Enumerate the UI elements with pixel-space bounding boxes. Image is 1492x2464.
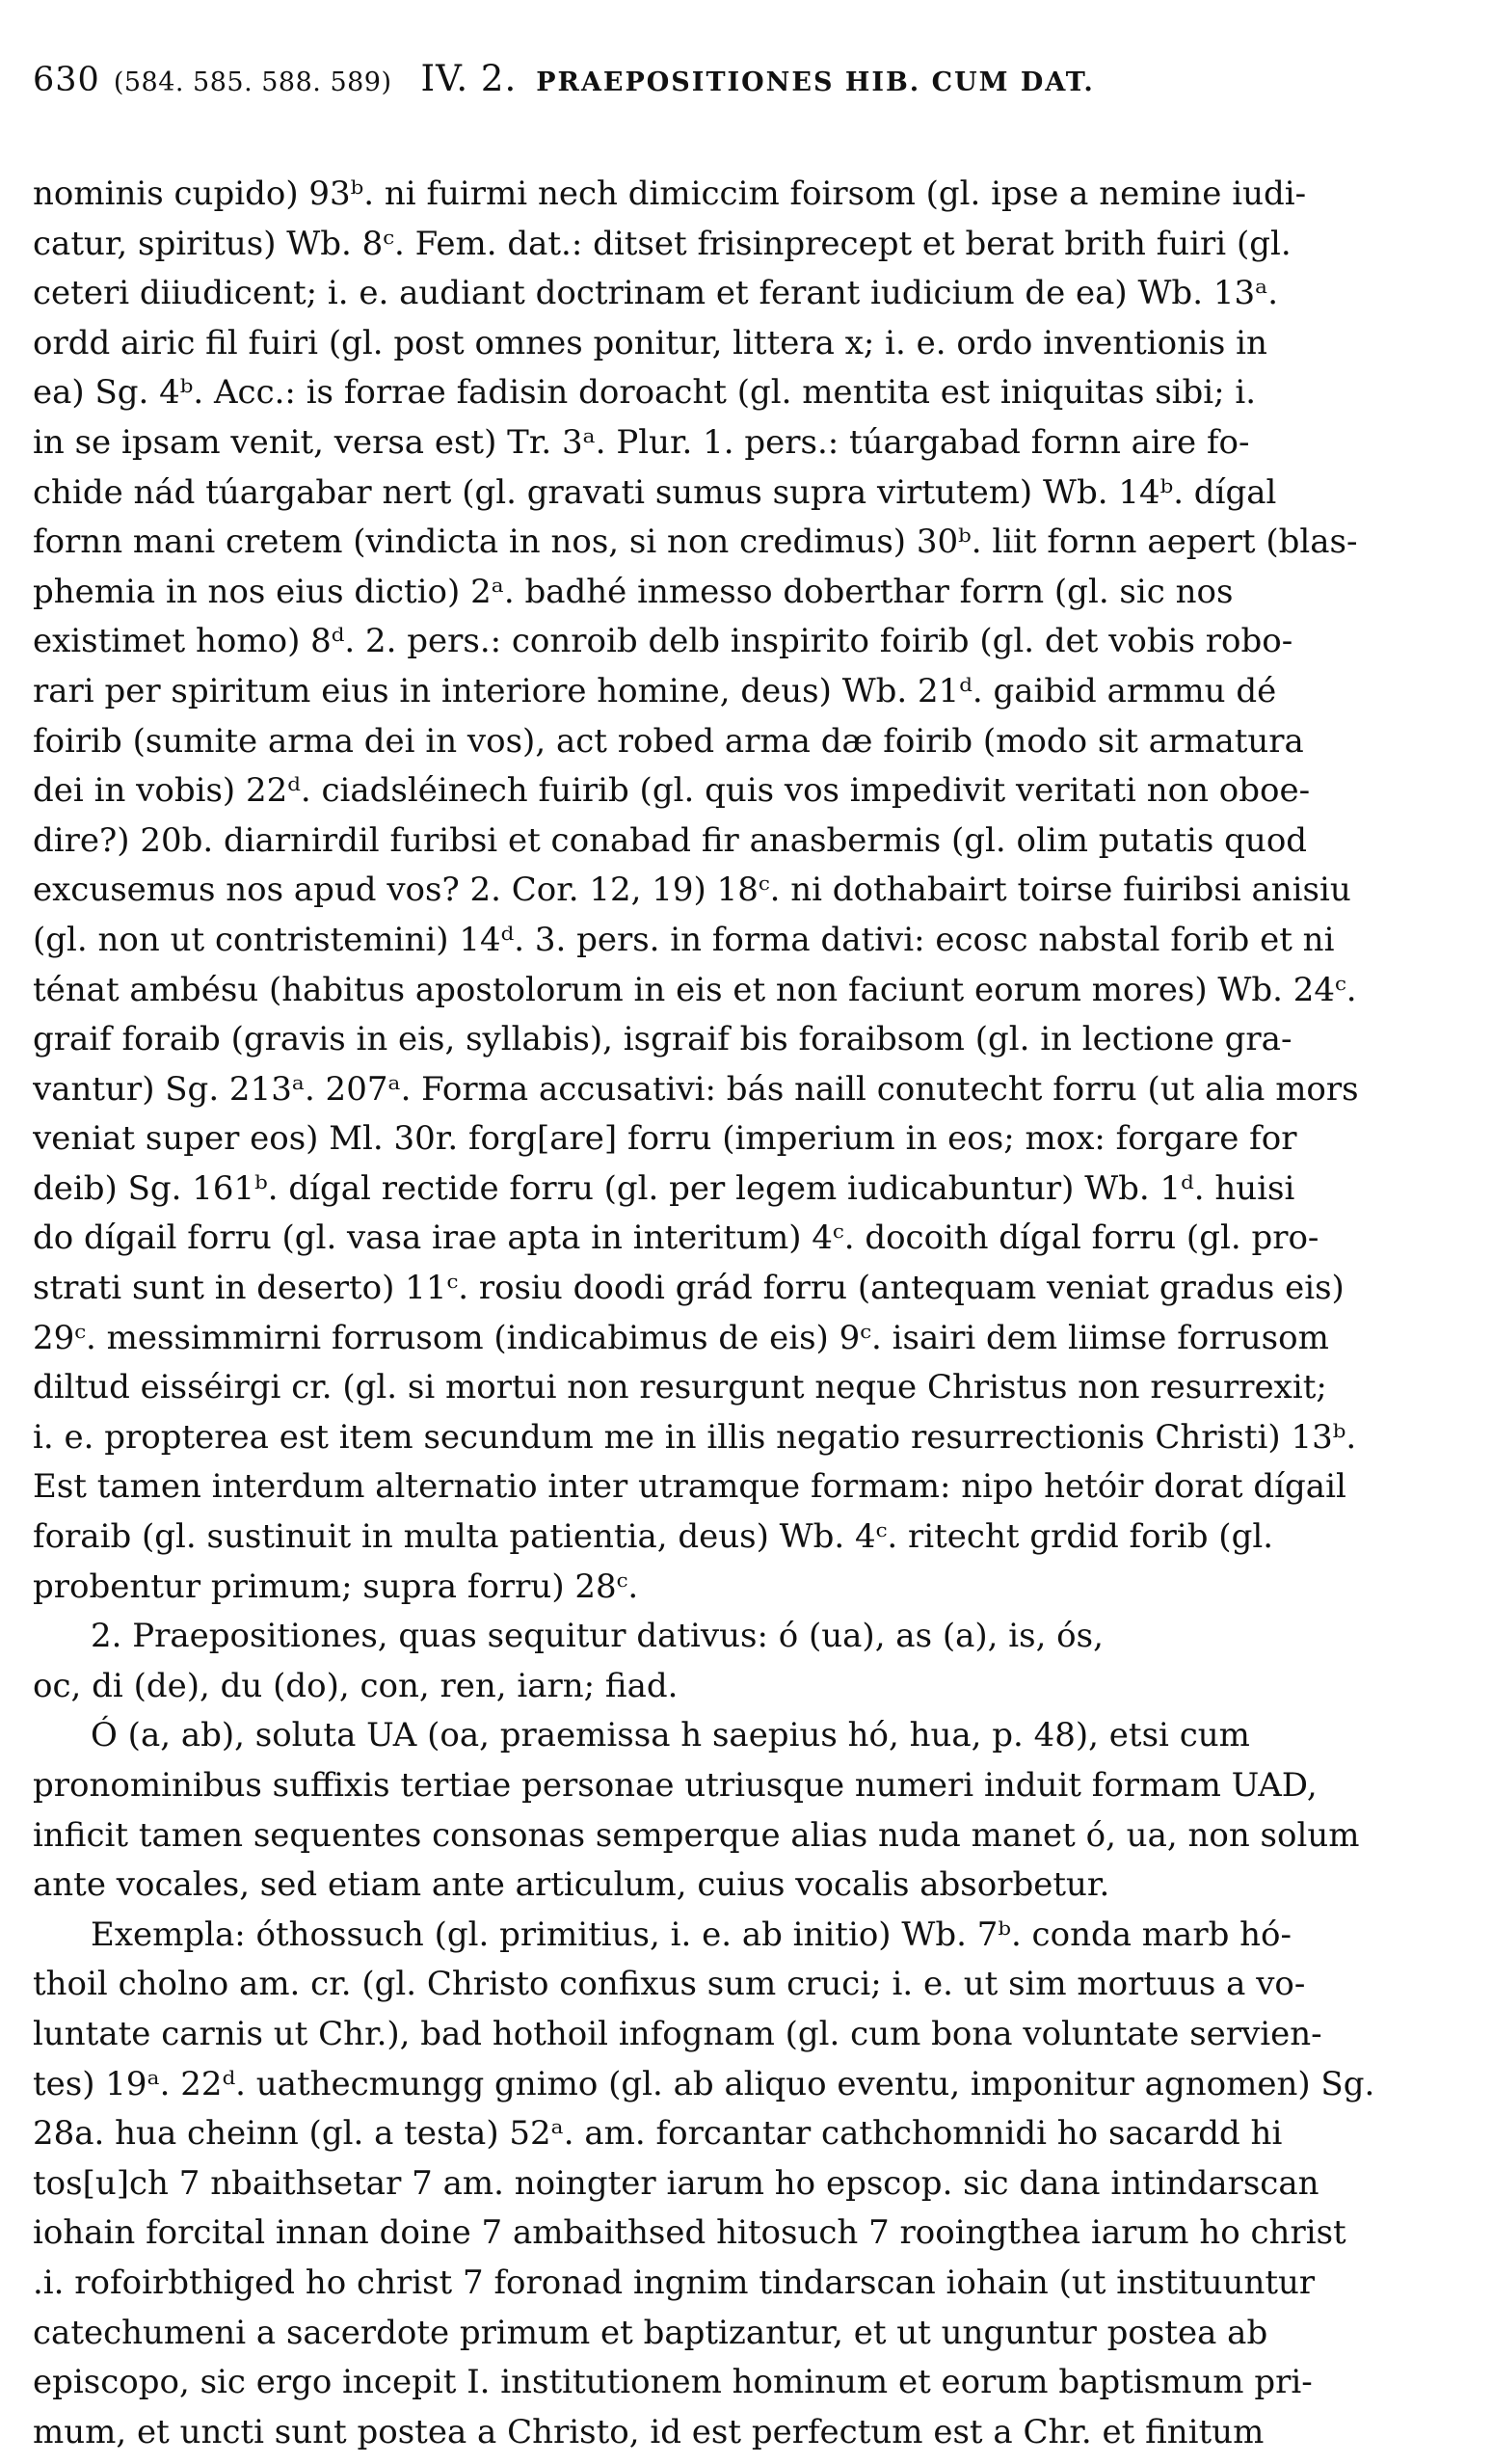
- text-line: chide nád túargabar nert (gl. gravati sumus supra virtutem) Wb. 14ᵇ. dígal: [33, 472, 1277, 512]
- text-line: ordd airic fil fuiri (gl. post omnes ponitur, littera x; i. e. ordo inventionis in: [33, 323, 1267, 362]
- page-number: 630: [33, 61, 100, 99]
- text-line: foraib (gl. sustinuit in multa patientia, deus) Wb. 4ᶜ. ritecht grdid forib (gl.: [33, 1517, 1274, 1557]
- text-line: probentur primum; supra forru) 28ᶜ.: [33, 1567, 639, 1606]
- text-line: catechumeni a sacerdote primum et baptizantur, et ut unguntur postea ab: [33, 2313, 1268, 2352]
- text-line: 28a. hua cheinn (gl. a testa) 52ᵃ. am. forcantar cathchomnidi ho sacardd hi: [33, 2114, 1283, 2154]
- text-line: .i. rofoirbthiged ho christ 7 foronad ingnim tindarscan iohain (ut instituuntur: [33, 2263, 1316, 2302]
- text-line: catur, spiritus) Wb. 8ᶜ. Fem. dat.: ditset frisinprecept et berat brith fuiri (gl.: [33, 224, 1292, 263]
- text-line: vantur) Sg. 213ᵃ. 207ᵃ. Forma accusativi: bás naill conutecht forru (ut alia mors: [33, 1069, 1359, 1109]
- text-line: oc, di (de), du (do), con, ren, iarn; fiad.: [33, 1666, 679, 1705]
- text-line: dire?) 20b. diarnirdil furibsi et conabad fir anasbermis (gl. olim putatis quod: [33, 820, 1308, 860]
- text-line: (gl. non ut contristemini) 14ᵈ. 3. pers. in forma dativi: ecosc nabstal forib et ni: [33, 920, 1335, 959]
- text-line: deib) Sg. 161ᵇ. dígal rectide forru (gl. per legem iudicabuntur) Wb. 1ᵈ. huisi: [33, 1168, 1295, 1208]
- text-line: tes) 19ᵃ. 22ᵈ. uathecmungg gnimo (gl. ab aliquo eventu, imponitur agnomen) Sg.: [33, 2064, 1375, 2103]
- page-header: [33, 58, 1459, 125]
- text-line: ante vocales, sed etiam ante articulum, cuius vocalis absorbetur.: [33, 1865, 1110, 1905]
- paragraph-start-line: Ó (a, ab), soluta UA (oa, praemissa h saepius hó, hua, p. 48), etsi cum: [91, 1716, 1250, 1755]
- text-line: strati sunt in deserto) 11ᶜ. rosiu doodi grád forru (antequam veniat gradus eis): [33, 1269, 1345, 1308]
- text-line: luntate carnis ut Chr.), bad hothoil infognam (gl. cum bona voluntate servien-: [33, 2014, 1322, 2053]
- text-line: inficit tamen sequentes consonas semperque alias nuda manet ó, ua, non solum: [33, 1815, 1360, 1855]
- text-line: pronominibus suffixis tertiae personae utriusque numeri induit formam UAD,: [33, 1766, 1318, 1805]
- text-line: nominis cupido) 93ᵇ. ni fuirmi nech dimiccim foirsom (gl. ipse a nemine iudi-: [33, 174, 1307, 213]
- text-line: tos[u]ch 7 nbaithsetar 7 am. noingter iarum ho epscop. sic dana intindarscan: [33, 2163, 1319, 2203]
- page: [33, 58, 1459, 2457]
- text-line: foirib (sumite arma dei in vos), act robed arma dæ foirib (modo sit armatura: [33, 721, 1304, 761]
- text-line: excusemus nos apud vos? 2. Cor. 12, 19) 18ᶜ. ni dothabairt toirse fuiribsi anisiu: [33, 870, 1351, 910]
- paragraph-start-line: 2. Praepositiones, quas sequitur dativus: ó (ua), as (a), is, ós,: [91, 1617, 1104, 1656]
- text-line: mum, et uncti sunt postea a Christo, id est perfectum est a Chr. et finitum: [33, 2412, 1265, 2451]
- paragraph-start-line: Exempla: óthossuch (gl. primitius, i. e. ab initio) Wb. 7ᵇ. conda marb hó-: [91, 1915, 1292, 1954]
- text-line: existimet homo) 8ᵈ. 2. pers.: conroib delb inspirito foirib (gl. det vobis robo-: [33, 622, 1293, 661]
- text-line: dei in vobis) 22ᵈ. ciadsléinech fuirib (gl. quis vos impedivit veritati non oboe-: [33, 771, 1311, 811]
- text-line: fornn mani cretem (vindicta in nos, si non credimus) 30ᵇ. liit fornn aepert (blas-: [33, 522, 1358, 562]
- text-line: ceteri diiudicent; i. e. audiant doctrinam et ferant iudicium de ea) Wb. 13ᵃ.: [33, 274, 1278, 313]
- text-line: ténat ambésu (habitus apostolorum in eis et non faciunt eorum mores) Wb. 24ᶜ.: [33, 970, 1357, 1009]
- text-line: diltud eisséirgi cr. (gl. si mortui non resurgunt neque Christus non resurrexit;: [33, 1368, 1327, 1407]
- text-line: graif foraib (gravis in eis, syllabis), isgraif bis foraibsom (gl. in lectione gra-: [33, 1020, 1292, 1059]
- text-line: iohain forcital innan doine 7 ambaithsed hitosuch 7 rooingthea iarum ho christ: [33, 2213, 1346, 2253]
- text-line: veniat super eos) Ml. 30r. forg[are] forru (imperium in eos; mox: forgare for: [33, 1119, 1297, 1159]
- text-line: ea) Sg. 4ᵇ. Acc.: is forrae fadisin doroacht (gl. mentita est iniquitas sibi; i.: [33, 373, 1257, 413]
- text-line: i. e. propterea est item secundum me in illis negatio resurrectionis Christi) 13ᵇ.: [33, 1417, 1357, 1457]
- text-line: Est tamen interdum alternatio inter utramque formam: nipo hetóir dorat dígail: [33, 1467, 1346, 1507]
- header-section: IV. 2.: [420, 58, 518, 99]
- text-line: in se ipsam venit, versa est) Tr. 3ᵃ. Plur. 1. pers.: túargabad fornn aire fo-: [33, 422, 1250, 462]
- text-line: episcopo, sic ergo incepit I. institutionem hominum et eorum baptismum pri-: [33, 2363, 1313, 2402]
- text-line: do dígail forru (gl. vasa irae apta in interitum) 4ᶜ. docoith dígal forru (gl. pro-: [33, 1219, 1319, 1258]
- text-line: phemia in nos eius dictio) 2ᵃ. badhé inmesso doberthar forrn (gl. sic nos: [33, 572, 1234, 611]
- text-line: 29ᶜ. messimmirni forrusom (indicabimus de eis) 9ᶜ. isairi dem liimse forrusom: [33, 1318, 1329, 1357]
- header-title: PRAEPOSITIONES HIB. CUM DAT.: [536, 67, 1095, 97]
- text-line: rari per spiritum eius in interiore homine, deus) Wb. 21ᵈ. gaibid armmu dé: [33, 671, 1277, 710]
- body-text: [33, 170, 1459, 2457]
- text-line: thoil cholno am. cr. (gl. Christo confixus sum cruci; i. e. ut sim mortuus a vo-: [33, 1965, 1306, 2004]
- header-references: (584. 585. 588. 589): [113, 67, 392, 97]
